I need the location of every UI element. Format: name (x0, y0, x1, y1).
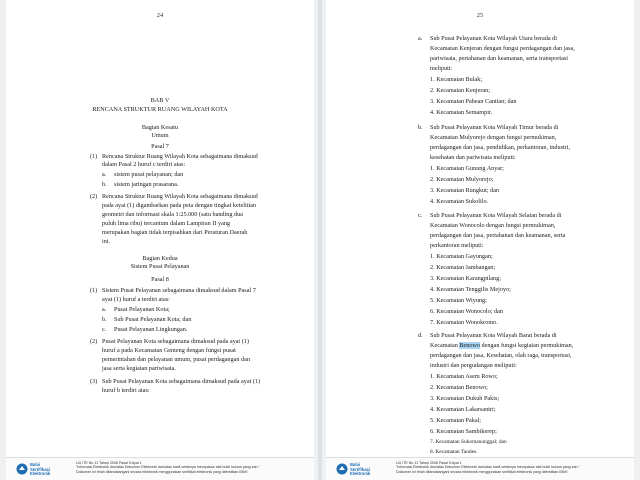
footer-line: Dokumen ini telah ditandatangani secara elektronik menggunakan sertifikat elektronik yang diterbitkan BSrE (396, 469, 568, 474)
bsre-logo-icon (336, 461, 350, 477)
paragraph-line: geometri dan informasi skala 1:25.000 (satu banding dua (102, 211, 243, 218)
list-item: 1. Kecamatan Bulak; (430, 76, 483, 83)
list-item: sistem jaringan prasarana. (114, 181, 179, 188)
paragraph-line: meliputi: (430, 65, 453, 72)
list-item: Pusat Pelayanan Kota; (114, 306, 170, 313)
paragraph-line: industri dan pergudangan meliputi: (430, 362, 517, 369)
list-item: 2. Kecamatan Benowo; (430, 384, 488, 391)
logo-text: Balai Sertifikasi Elektronik (350, 462, 371, 477)
section-title: Sistem Pusat Pelayanan (130, 263, 190, 270)
chapter-heading: BAB V (150, 97, 170, 104)
list-item: 4. Kecamatan Tenggilis Mejoyo; (430, 286, 511, 293)
list-item: 1. Kecamatan Asem Rowo; (430, 373, 498, 380)
search-highlight: Benowo (459, 342, 480, 349)
paragraph-line: pemerintahan dan pelayanan umum, pusat perdagangan dan (102, 356, 250, 363)
paragraph-number: (2) (90, 338, 98, 345)
paragraph-line: Kecamatan Kenjeran dengan fungsi perdagangan dan jasa, (430, 45, 575, 52)
paragraph-line: huruf b terdiri atas: (102, 387, 150, 394)
paragraph-line: Sub Pusat Pelayanan Kota Wilayah Barat berada di (430, 332, 557, 339)
list-item: Pusat Pelayanan Lingkungan. (114, 326, 188, 333)
paragraph-line: Sistem Pusat Pelayanan sebagaimana dimaksud dalam Pasal 7 (102, 287, 256, 294)
paragraph-line: Rencana Struktur Ruang Wilayah Kota sebagaimana dimaksud (102, 193, 258, 200)
document-page-24 (6, 0, 314, 480)
list-label: b. (418, 124, 423, 131)
list-item: 2. Kecamatan Kenjeran; (430, 87, 490, 94)
document-page-25 (326, 0, 634, 480)
section-heading: Bagian Kesatu (141, 124, 179, 131)
list-label: d. (418, 332, 423, 339)
text-run: dengan fungsi kegiatan permukiman, (480, 342, 574, 349)
chapter-title: RENCANA STRUKTUR RUANG WILAYAH KOTA (92, 106, 228, 113)
paragraph-line: perdagangan dan jasa, pendidikan, perkantoran, industri, (430, 144, 571, 151)
list-item: 5. Kecamatan Pakal; (430, 417, 482, 424)
footer-line: UU ITE No 11 Tahun 2008 Pasal 5 Ayat 1 (396, 461, 462, 465)
paragraph-line: Sub Pusat Pelayanan Kota Wilayah Timur berada di (430, 124, 559, 131)
list-item: 4. Kecamatan Semampir. (430, 109, 493, 116)
paragraph-line: Sub Pusat Pelayanan Kota Wilayah Utara berada di (430, 35, 557, 42)
list-item: 5. Kecamatan Wiyung; (430, 297, 487, 304)
article-heading: Pasal 7 (151, 143, 169, 150)
paragraph-line: pada ayat (1) digambarkan pada peta dengan tingkat ketelitian (102, 202, 256, 209)
text-run: Kecamatan (430, 342, 460, 349)
list-item: 7. Kecamatan Sukomanunggal; dan (430, 439, 507, 445)
paragraph-line: puluh lima ribu) tercantum dalam Lampiran II yang (102, 220, 231, 227)
paragraph-line (430, 342, 573, 350)
list-item: 3. Kecamatan Dukuh Pakis; (430, 395, 500, 402)
paragraph-number: (1) (90, 287, 98, 294)
paragraph-line: Rencana Struktur Ruang Wilayah Kota sebagaimana dimaksud (102, 153, 258, 160)
paragraph-line: dalam Pasal 2 huruf c terdiri atas: (102, 161, 186, 168)
article-heading: Pasal 8 (151, 276, 169, 283)
document-footer (326, 457, 634, 480)
paragraph-line: perdagangan dan jasa, pertahanan dan keamanan, serta (430, 232, 566, 239)
list-item: 6. Kecamatan Sambikerep; (430, 428, 497, 435)
list-label: c. (418, 212, 423, 219)
paragraph-number: (1) (90, 153, 98, 160)
list-item: 4. Kecamatan Lakarsantri; (430, 406, 496, 413)
footer-line: "Informasi Elektronik dan/atau Dokumen Elektronik dan/atau hasil cetaknya merupakan alat bukti hukum yang sah." (76, 465, 260, 470)
list-item: sistem pusat pelayanan; dan (114, 171, 184, 178)
section-title: Umum (151, 132, 169, 139)
list-item: 8. Kecamatan Tandes. (430, 449, 478, 455)
paragraph-line: merupakan bagian tidak terpisahkan dari Peraturan Daerah (102, 229, 248, 236)
paragraph-line: ayat (1) huruf a terdiri atas: (102, 296, 170, 303)
section-heading: Bagian Kedua (142, 255, 178, 262)
footer-notice (76, 461, 301, 474)
paragraph-line: Kecamatan Wonocolo dengan fungsi permukiman, (430, 222, 556, 229)
paragraph-line: perdagangan dan jasa, Kesehatan, olah raga, transportasi, (430, 352, 572, 359)
list-item: 4. Kecamatan Sukolilo. (430, 198, 489, 205)
paragraph-number: (2) (90, 193, 98, 200)
bsre-logo (336, 461, 376, 477)
list-item: 1. Kecamatan Gayungan; (430, 253, 493, 260)
bsre-logo (16, 461, 56, 477)
footer-line: "Informasi Elektronik dan/atau Dokumen Elektronik dan/atau hasil cetaknya merupakan alat bukti hukum yang sah." (396, 465, 580, 470)
list-item: Sub Pusat Pelayanan Kota; dan (114, 316, 192, 323)
paragraph-number: (3) (90, 378, 98, 385)
list-item: 3. Kecamatan Rungkut; dan (430, 187, 500, 194)
list-item: 7. Kecamatan Wonokromo. (430, 319, 498, 326)
paragraph-line: kesehatan dan pariwisata meliputi: (430, 154, 516, 161)
paragraph-line: Sub Pusat Pelayanan Kota sebagaimana dimaksud pada ayat (1) (102, 378, 261, 385)
list-item: 3. Kecamatan Karangpilang; (430, 275, 501, 282)
logo-text: Balai Sertifikasi Elektronik (30, 462, 51, 477)
list-label: b. (102, 181, 107, 188)
paragraph-line: Sub Pusat Pelayanan Kota Wilayah Selatan berada di (430, 212, 562, 219)
page-gutter (318, 0, 322, 480)
list-item: 2. Kecamatan Jambangan; (430, 264, 496, 271)
paragraph-line: Kecamatan Mulyorejo dengan fungsi permukiman, (430, 134, 557, 141)
footer-line: UU ITE No 11 Tahun 2008 Pasal 5 Ayat 1 (76, 461, 142, 465)
bsre-logo-icon (16, 461, 30, 477)
paragraph-line: jasa serta kegiatan pariwisata. (102, 365, 176, 372)
list-label: a. (418, 35, 423, 42)
paragraph-line: huruf a pada Kecamatan Genteng dengan fungsi pusat (102, 347, 236, 354)
list-item: 3. Kecamatan Pabean Cantian; dan (430, 98, 517, 105)
page-number: 25 (476, 12, 484, 19)
list-item: 2. Kecamatan Mulyorejo; (430, 176, 494, 183)
paragraph-line: pariwisata, pertahanan dan keamanan, serta transportasi (430, 55, 568, 62)
list-label: c. (102, 326, 107, 333)
paragraph-line: perkantoran meliputi: (430, 242, 484, 249)
page-number: 24 (156, 12, 164, 19)
list-label: b. (102, 316, 107, 323)
list-item: 1. Kecamatan Gunung Anyar; (430, 165, 504, 172)
list-item: 6. Kecamatan Wonocolo; dan (430, 308, 503, 315)
list-label: a. (102, 306, 107, 313)
paragraph-line: Pusat Pelayanan Kota sebagaimana dimaksud pada ayat (1) (102, 338, 249, 345)
footer-notice (396, 461, 621, 474)
footer-line: Dokumen ini telah ditandatangani secara elektronik menggunakan sertifikat elektronik yang diterbitkan BSrE (76, 469, 248, 474)
paragraph-line: ini. (102, 238, 111, 245)
document-footer (6, 457, 314, 480)
list-label: a. (102, 171, 107, 178)
